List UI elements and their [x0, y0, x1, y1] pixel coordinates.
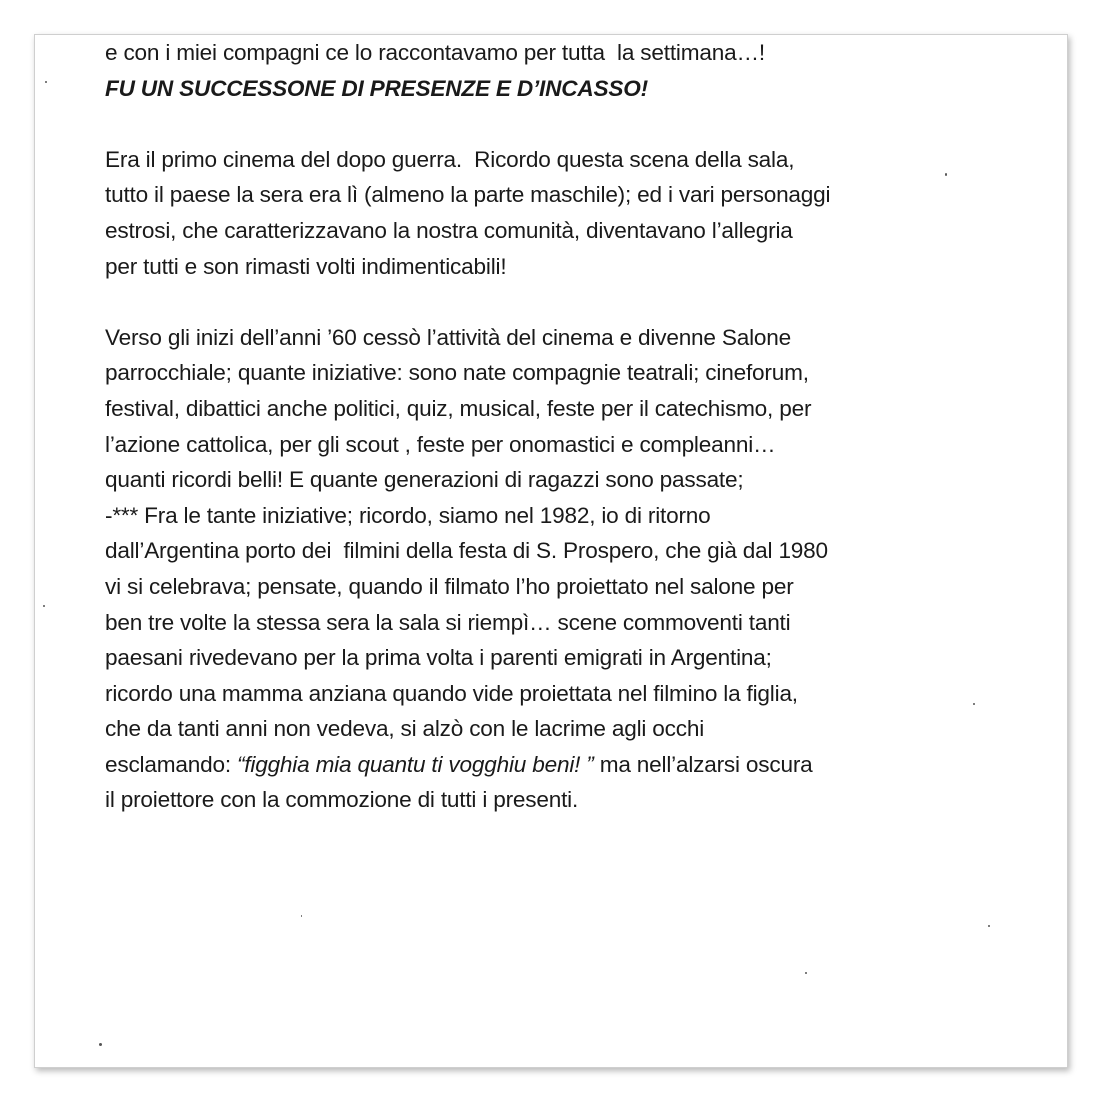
text-line: festival, dibattici anche politici, quiz, musical, feste per il catechismo, per — [105, 395, 812, 421]
scan-speck — [805, 972, 807, 974]
text-line: il proiettore con la commozione di tutti i presenti. — [105, 787, 579, 813]
text-line: Era il primo cinema del dopo guerra. Ricordo questa scena della sala, — [105, 146, 795, 172]
scan-speck — [988, 925, 990, 927]
text-line: paesani rivedevano per la prima volta i parenti emigrati in Argentina; — [105, 645, 772, 671]
scan-speck — [945, 173, 947, 176]
text-line: ricordo una mamma anziana quando vide proiettata nel filmino la figlia, — [105, 680, 798, 706]
dialect-quote: “figghia mia quantu ti vogghiu beni! ” — [236, 751, 594, 777]
text-line: -*** Fra le tante iniziative; ricordo, siamo nel 1982, io di ritorno — [105, 502, 711, 528]
text-line: vi si celebrava; pensate, quando il filmato l’ho proiettato nel salone per — [105, 573, 794, 599]
scanned-page — [34, 34, 1068, 1068]
scan-speck — [973, 703, 975, 705]
quote-line-after: ma nell’alzarsi oscura — [593, 751, 813, 777]
page-text — [105, 35, 1055, 818]
text-line: dall’Argentina porto dei filmini della festa di S. Prospero, che già dal 1980 — [105, 538, 828, 564]
text-line: per tutti e son rimasti volti indimenticabili! — [105, 253, 507, 279]
quote-line — [105, 747, 1055, 783]
scan-speck — [301, 915, 302, 917]
quote-line-before: esclamando: — [105, 751, 237, 777]
text-line: estrosi, che caratterizzavano la nostra comunità, diventavano l’allegria — [105, 217, 793, 243]
text-line: l’azione cattolica, per gli scout , feste per onomastici e compleanni… — [105, 431, 776, 457]
scan-speck — [99, 1043, 102, 1046]
scan-speck — [45, 81, 47, 83]
text-line: che da tanti anni non vedeva, si alzò con le lacrime agli occhi — [105, 716, 705, 742]
scan-speck — [43, 605, 45, 607]
text-line: ben tre volte la stessa sera la sala si riempì… scene commoventi tanti — [105, 609, 791, 635]
paragraph-gap — [105, 284, 1055, 320]
text-line: e con i miei compagni ce lo raccontavamo per tutta la settimana…! — [105, 40, 765, 65]
text-line: parrocchiale; quante iniziative: sono nate compagnie teatrali; cineforum, — [105, 360, 809, 386]
scan-speck — [947, 1067, 951, 1068]
headline: FU UN SUCCESSONE DI PRESENZE E D’INCASSO! — [105, 75, 648, 101]
text-line: quanti ricordi belli! E quante generazioni di ragazzi sono passate; — [105, 467, 744, 493]
text-line: tutto il paese la sera era lì (almeno la parte maschile); ed i vari personaggi — [105, 182, 831, 208]
text-line: Verso gli inizi dell’anni ’60 cessò l’attività del cinema e divenne Salone — [105, 324, 792, 350]
paragraph-gap — [105, 106, 1055, 142]
